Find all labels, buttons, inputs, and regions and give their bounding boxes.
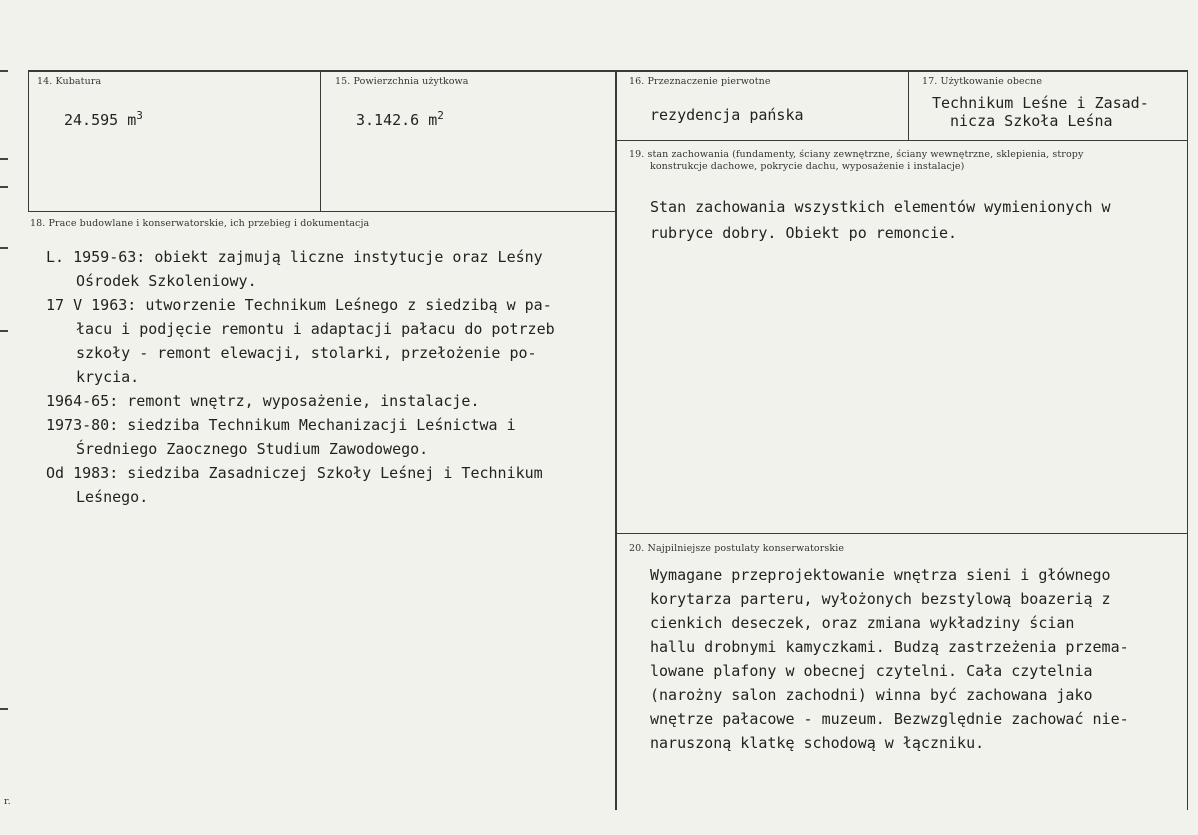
rule-under-19	[616, 533, 1188, 534]
text-line: Wymagane przeprojektowanie wnętrza sieni i głównego	[650, 566, 1111, 584]
text-line: Ośrodek Szkoleniowy.	[76, 272, 257, 290]
margin-tick	[0, 158, 8, 160]
field-14-label: 14. Kubatura	[37, 76, 102, 87]
field-14-value	[64, 104, 143, 132]
text-line: nicza Szkoła Leśna	[950, 112, 1113, 130]
text-line: krycia.	[76, 368, 140, 386]
field-20-label: 20. Najpilniejsze postulaty konserwatorskie	[629, 543, 845, 554]
center-divider	[615, 70, 617, 810]
field-16-label: 16. Przeznaczenie pierwotne	[629, 76, 771, 87]
field-16-value: rezydencja pańska	[650, 106, 804, 124]
text-line: 1964-65: remont wnętrz, wyposażenie, instalacje.	[46, 392, 480, 410]
rule-under-16-17	[616, 140, 1188, 141]
text-line: naruszoną klatkę schodową w łączniku.	[650, 734, 985, 752]
text-line: Od 1983: siedziba Zasadniczej Szkoły Leśnej i Technikum	[46, 464, 543, 482]
margin-tick	[0, 70, 8, 72]
field-18-label: 18. Prace budowlane i konserwatorskie, ich przebieg i dokumentacja	[30, 218, 370, 229]
field-19-text	[650, 194, 1111, 246]
text-line: lowane plafony w obecnej czytelni. Cała czytelnia	[650, 662, 1093, 680]
margin-tick	[0, 330, 8, 332]
area-unit-exponent: 2	[437, 109, 444, 122]
text-line: wnętrze pałacowe - muzeum. Bezwzględnie zachować nie-	[650, 710, 1129, 728]
text-line: szkoły - remont elewacji, stolarki, przełożenie po-	[76, 344, 537, 362]
text-line: Stan zachowania wszystkich elementów wymienionych w	[650, 198, 1111, 216]
text-line: Technikum Leśne i Zasad-	[932, 94, 1149, 112]
field-19-label: 19. stan zachowania (fundamenty, ściany zewnętrzne, ściany wewnętrzne, sklepienia, stropy	[629, 149, 1084, 160]
divider-16-17	[908, 70, 909, 140]
field-20-text	[650, 563, 1129, 755]
margin-tick	[0, 186, 8, 188]
text-line: Leśnego.	[76, 488, 149, 506]
field-18-text	[46, 245, 555, 509]
text-line: L. 1959-63: obiekt zajmują liczne instytucje oraz Leśny	[46, 248, 543, 266]
top-rule	[28, 70, 1188, 72]
area-value: 3.142.6 m	[356, 111, 438, 129]
text-line: 1973-80: siedziba Technikum Mechanizacji Leśnictwa i	[46, 416, 516, 434]
kubatura-unit-exponent: 3	[136, 109, 143, 122]
right-rule	[1187, 70, 1188, 810]
text-line: hallu drobnymi kamyczkami. Budzą zastrzeżenia przema-	[650, 638, 1129, 656]
kubatura-value: 24.595 m	[64, 111, 137, 129]
field-15-label: 15. Powierzchnia użytkowa	[335, 76, 469, 87]
text-line: Średniego Zaocznego Studium Zawodowego.	[76, 440, 429, 458]
divider-14-15	[320, 70, 321, 212]
field-17-label: 17. Użytkowanie obecne	[922, 76, 1043, 87]
text-line: 17 V 1963: utworzenie Technikum Leśnego z siedzibą w pa-	[46, 296, 552, 314]
text-line: (narożny salon zachodni) winna być zachowana jako	[650, 686, 1093, 704]
text-line: łacu i podjęcie remontu i adaptacji pałacu do potrzeb	[76, 320, 555, 338]
rule-under-14-15	[28, 211, 616, 212]
field-17-value	[932, 94, 1149, 130]
margin-mark: r.	[4, 796, 11, 807]
text-line: rubryce dobry. Obiekt po remoncie.	[650, 224, 958, 242]
margin-tick	[0, 708, 8, 710]
margin-tick	[0, 247, 8, 249]
field-19-label-cont: konstrukcje dachowe, pokrycie dachu, wyposażenie i instalacje)	[650, 161, 965, 172]
text-line: cienkich deseczek, oraz zmiana wykładziny ścian	[650, 614, 1075, 632]
left-rule	[28, 70, 29, 212]
text-line: korytarza parteru, wyłożonych bezstylową boazerią z	[650, 590, 1111, 608]
field-15-value	[356, 104, 444, 132]
